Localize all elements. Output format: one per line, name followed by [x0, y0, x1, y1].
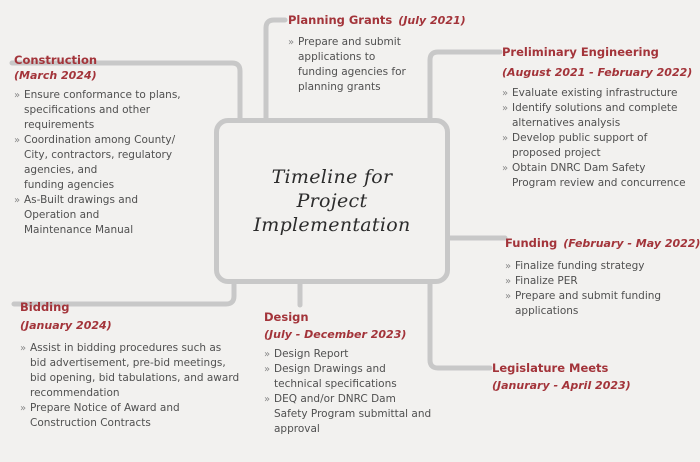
legislature-date: (Janurary - April 2023) [492, 379, 631, 392]
preliminary-engineering-title: Preliminary Engineering [502, 45, 659, 59]
list-item: » Obtain DNRC Dam Safety Program review and concurrence [502, 161, 697, 191]
planning-grants-list [288, 35, 478, 95]
list-item: » Finalize funding strategy [505, 259, 697, 274]
bidding-date: (January 2024) [20, 319, 112, 332]
section-preliminary-engineering [502, 45, 697, 191]
list-item: » Develop public support of proposed project [502, 131, 697, 161]
list-item: » DEQ and/or DNRC Dam Safety Program submittal and approval [264, 392, 444, 437]
list-item: » Prepare Notice of Award and Construction Contracts [20, 401, 255, 431]
list-item: » Finalize PER [505, 274, 697, 289]
funding-list [505, 259, 697, 319]
funding-title: Funding [505, 236, 558, 250]
list-item: » As-Built drawings and Operation and Maintenance Manual [14, 193, 219, 238]
construction-list [14, 88, 219, 238]
list-item: » Design Report [264, 347, 444, 362]
list-item: » Evaluate existing infrastructure [502, 86, 697, 101]
funding-heading [505, 236, 700, 251]
section-funding [505, 236, 700, 319]
list-item: » Design Drawings and technical specifications [264, 362, 444, 392]
section-construction [14, 53, 219, 238]
section-legislature [492, 361, 692, 393]
planning-grants-date: (July 2021) [398, 14, 466, 27]
section-design [264, 310, 444, 437]
section-bidding [20, 300, 255, 431]
planning-grants-heading [288, 13, 478, 28]
design-list [264, 347, 444, 437]
design-title: Design [264, 310, 309, 324]
construction-title: Construction [14, 53, 98, 67]
list-item: » Prepare and submit funding applications [505, 289, 697, 319]
design-date: (July - December 2023) [264, 328, 407, 341]
list-item: » Assist in bidding procedures such as bid advertisement, pre-bid meetings, bid opening, bid tabulations, and award recommendation [20, 341, 255, 401]
construction-date: (March 2024) [14, 69, 97, 82]
center-title: Timeline for Project Implementation [253, 166, 411, 236]
bidding-list [20, 341, 255, 431]
bidding-title: Bidding [20, 300, 70, 314]
section-planning-grants [288, 13, 478, 95]
list-item: » Prepare and submit applications to funding agencies for planning grants [288, 35, 478, 95]
connector-planning-grants [266, 20, 285, 118]
preliminary-engineering-date: (August 2021 - February 2022) [502, 66, 693, 79]
list-item: » Ensure conformance to plans, specifications and other requirements [14, 88, 219, 133]
funding-date: (February - May 2022) [563, 237, 700, 250]
planning-grants-title: Planning Grants [288, 13, 393, 27]
list-item: » Identify solutions and complete alternatives analysis [502, 101, 697, 131]
center-timeline-box [214, 118, 450, 284]
preliminary-engineering-list [502, 86, 697, 191]
legislature-title: Legislature Meets [492, 361, 609, 375]
list-item: » Coordination among County/ City, contractors, regulatory agencies, and funding agencies [14, 133, 219, 193]
